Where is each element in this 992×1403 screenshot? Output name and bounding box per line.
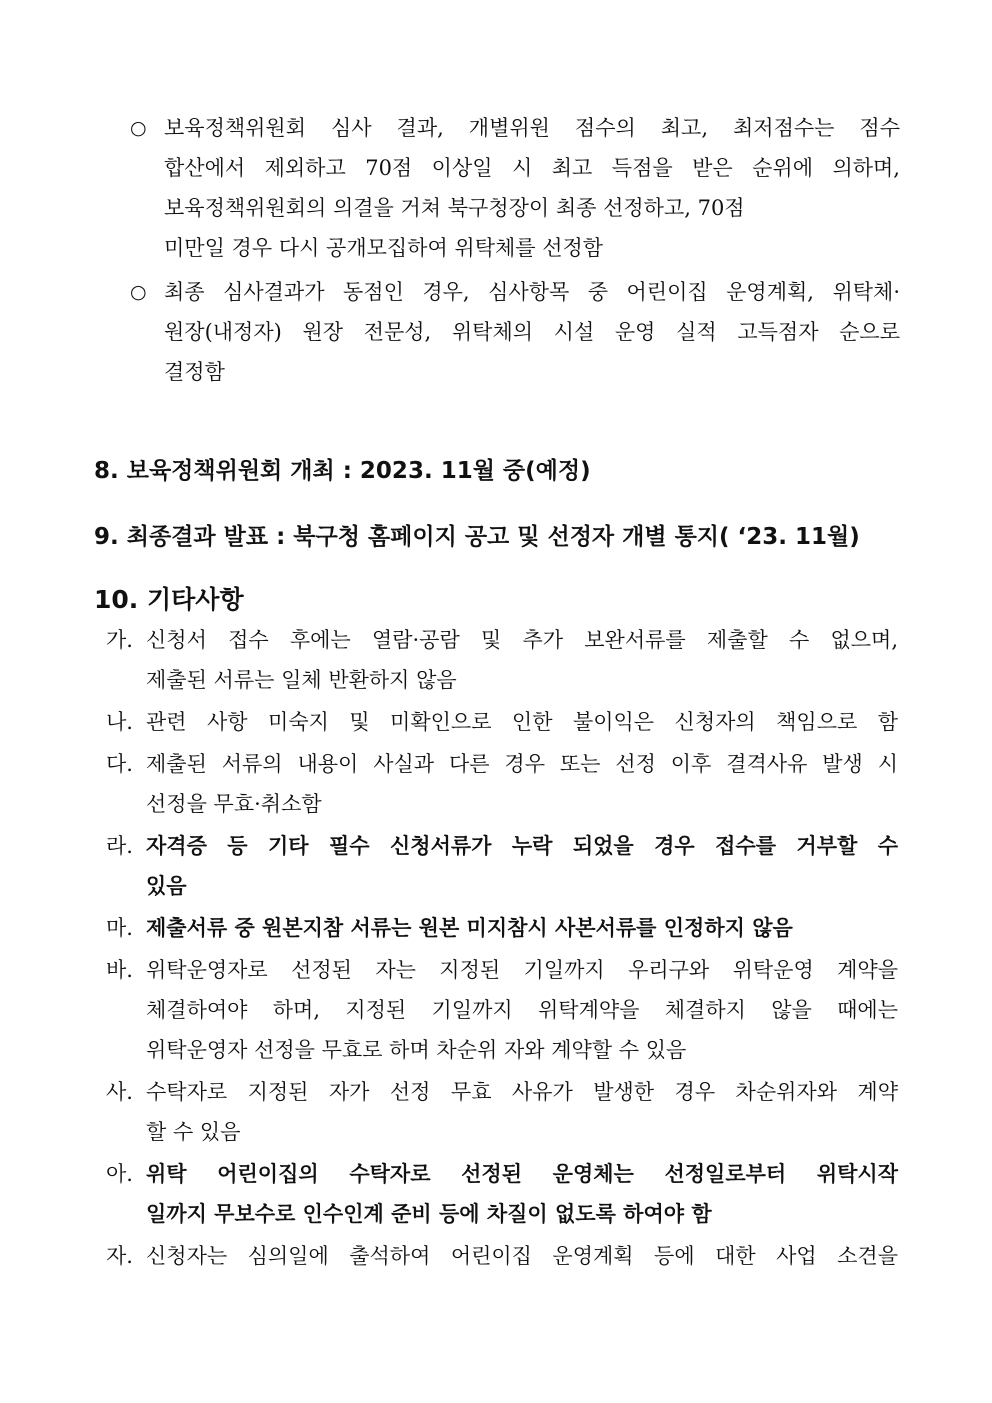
list-item — [106, 1154, 898, 1234]
item-label: 가. — [106, 628, 133, 652]
list-item — [106, 826, 898, 906]
bullet-line: 원장(내정자) 원장 전문성, 위탁체의 시설 운영 실적 고득점자 순으로 — [164, 320, 900, 344]
list-item — [106, 1072, 898, 1152]
circle-bullet-icon: ○ — [130, 281, 147, 303]
section-heading-8: 8. 보육정책위원회 개최 : 2023. 11월 중(예정) — [94, 458, 591, 484]
item-line: 위탁운영자 선정을 무효로 하며 차순위 자와 계약할 수 있음 — [146, 1038, 687, 1062]
bullet-line: 합산에서 제외하고 70점 이상일 시 최고 득점을 받은 순위에 의하며, — [164, 156, 900, 180]
item-line: 위탁운영자로 선정된 자는 지정된 기일까지 우리구와 위탁운영 계약을 — [146, 958, 898, 982]
item-line: 제출된 서류는 일체 반환하지 않음 — [146, 668, 457, 692]
item-line: 신청자는 심의일에 출석하여 어린이집 운영계획 등에 대한 사업 소견을 — [146, 1244, 898, 1268]
list-item — [106, 950, 898, 1070]
list-item — [106, 702, 898, 742]
list-item — [106, 1236, 898, 1276]
bullet-item — [130, 272, 900, 392]
item-label: 라. — [106, 834, 133, 858]
bullet-line: 보육정책위원회의 의결을 거쳐 북구청장이 최종 선정하고, 70점 — [164, 196, 745, 220]
section-heading-9: 9. 최종결과 발표 : 북구청 홈페이지 공고 및 선정자 개별 통지( ‘23. 11월) — [94, 524, 860, 550]
item-line: 자격증 등 기타 필수 신청서류가 누락 되었을 경우 접수를 거부할 수 — [146, 833, 898, 858]
item-line: 선정을 무효·취소함 — [146, 792, 322, 816]
bullet-item — [130, 108, 900, 268]
circle-bullet-icon: ○ — [130, 117, 147, 139]
bullet-line: 최종 심사결과가 동점인 경우, 심사항목 중 어린이집 운영계획, 위탁체· — [164, 280, 900, 304]
item-line: 할 수 있음 — [146, 1120, 241, 1144]
item-label: 나. — [106, 710, 133, 734]
item-line: 있음 — [146, 873, 187, 898]
list-item — [106, 744, 898, 824]
bullet-line: 보육정책위원회 심사 결과, 개별위원 점수의 최고, 최저점수는 점수 — [164, 116, 900, 140]
item-line: 제출된 서류의 내용이 사실과 다른 경우 또는 선정 이후 결격사유 발생 시 — [146, 752, 898, 776]
list-item — [106, 620, 898, 700]
item-line: 일까지 무보수로 인수인계 준비 등에 차질이 없도록 하여야 함 — [146, 1201, 712, 1226]
item-label: 아. — [106, 1162, 133, 1186]
bullet-list — [130, 108, 900, 392]
misc-items-list — [106, 620, 898, 1276]
section-heading-10: 10. 기타사항 — [94, 585, 244, 614]
list-item — [106, 908, 898, 948]
item-label: 다. — [106, 752, 133, 776]
item-label: 사. — [106, 1080, 133, 1104]
bullet-line: 결정함 — [164, 360, 225, 384]
item-line: 신청서 접수 후에는 열람·공람 및 추가 보완서류를 제출할 수 없으며, — [146, 628, 898, 652]
bullet-line: 미만일 경우 다시 공개모집하여 위탁체를 선정함 — [164, 236, 604, 260]
item-label: 자. — [106, 1244, 133, 1268]
item-line: 제출서류 중 원본지참 서류는 원본 미지참시 사본서류를 인정하지 않음 — [146, 915, 793, 940]
item-line: 관련 사항 미숙지 및 미확인으로 인한 불이익은 신청자의 책임으로 함 — [146, 710, 898, 734]
item-line: 수탁자로 지정된 자가 선정 무효 사유가 발생한 경우 차순위자와 계약 — [146, 1080, 898, 1104]
item-line: 위탁 어린이집의 수탁자로 선정된 운영체는 선정일로부터 위탁시작 — [146, 1161, 898, 1186]
item-label: 바. — [106, 958, 133, 982]
item-label: 마. — [106, 916, 133, 940]
item-line: 체결하여야 하며, 지정된 기일까지 위탁계약을 체결하지 않을 때에는 — [146, 998, 898, 1022]
